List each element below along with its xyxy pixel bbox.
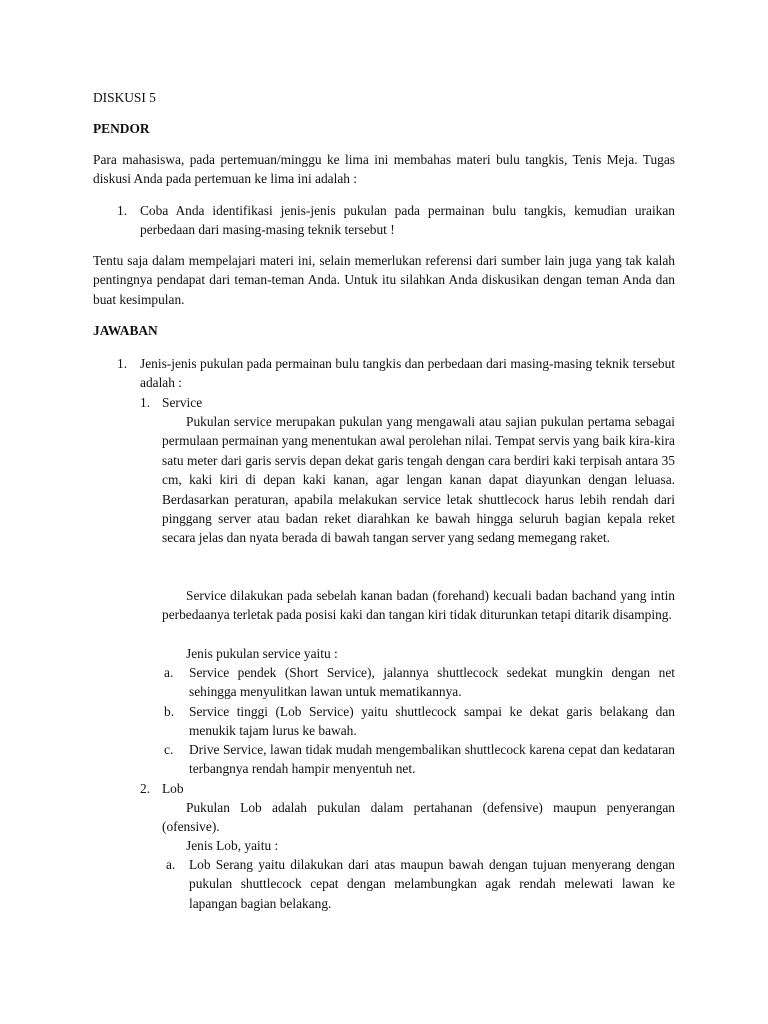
service-number: 1. bbox=[140, 395, 151, 410]
section-heading-jawaban: JAWABAN bbox=[93, 323, 158, 338]
lob-title: Lob bbox=[162, 781, 184, 796]
task-text: Coba Anda identifikasi jenis-jenis pukulan pada permainan bulu tangkis, kemudian uraikan perbedaan dari masing-masing teknik tersebut ! bbox=[140, 203, 675, 238]
answer-text: Jenis-jenis pukulan pada permainan bulu tangkis dan perbedaan dari masing-masing teknik tersebut adalah : bbox=[140, 356, 675, 391]
intro-paragraph: Para mahasiswa, pada pertemuan/minggu ke lima ini membahas materi bulu tangkis, Tenis Meja. Tugas diskusi Anda pada pertemuan ke lima ini adalah : bbox=[93, 152, 675, 187]
service-type-item: Drive Service, lawan tidak mudah mengembalikan shuttlecock karena cepat dan kedataran terbangnya rendah hampir menyentuh net. bbox=[189, 742, 675, 777]
service-paragraph-1: Pukulan service merupakan pukulan yang mengawali atau sajian pukulan pertama sebagai permulaan permainan yang menentukan awal perolehan nilai. Tempat servis yang baik kira-kira satu meter dari garis servis depan dekat garis tengah dengan cara berdiri kaki terpisah antara 35 cm, kaki kiri di depan kaki kanan, agar lengan kanan dapat diayunkan dengan leluasa. Berdasarkan peraturan, apabila melakukan service letak shuttlecock harus lebih rendah dari pinggang server atau badan reket diarahkan ke bawah hingga seluruh bagian kepala reket secara jelas dan nyata berada di bawah tangan server yang sedang memegang raket. bbox=[162, 414, 675, 546]
answer-number: 1. bbox=[117, 356, 128, 371]
lob-type-item: Lob Serang yaitu dilakukan dari atas maupun bawah dengan tujuan menyerang dengan pukulan shuttlecock cepat dengan melambungkan agak rendah melewati lawan ke lapangan bagian belakang. bbox=[189, 857, 675, 911]
document-title: DISKUSI 5 bbox=[93, 90, 156, 105]
lob-paragraph: Pukulan Lob adalah pukulan dalam pertahanan (defensive) maupun penyerangan (ofensive). bbox=[162, 800, 675, 835]
note-paragraph: Tentu saja dalam mempelajari materi ini, selain memerlukan referensi dari sumber lain juga yang tak kalah pentingnya pendapat dari teman-teman Anda. Untuk itu silahkan Anda diskusikan dengan teman Anda dan buat kesimpulan. bbox=[93, 253, 675, 307]
lob-types-intro: Jenis Lob, yaitu : bbox=[186, 838, 279, 853]
service-type-label: b. bbox=[164, 704, 175, 719]
service-type-label: a. bbox=[164, 665, 174, 680]
lob-type-label: a. bbox=[166, 857, 176, 872]
service-paragraph-2: Service dilakukan pada sebelah kanan badan (forehand) kecuali badan bachand yang intin perbedaanya terletak pada posisi kaki dan tangan kiri tidak diturunkan tetapi ditarik disamping. bbox=[162, 588, 675, 623]
lob-number: 2. bbox=[140, 781, 151, 796]
task-number: 1. bbox=[117, 203, 128, 218]
service-type-label: c. bbox=[164, 742, 174, 757]
service-type-item: Service tinggi (Lob Service) yaitu shuttlecock sampai ke dekat garis belakang dan menukik tajam lurus ke bawah. bbox=[189, 704, 675, 739]
service-title: Service bbox=[162, 395, 203, 410]
service-type-item: Service pendek (Short Service), jalannya shuttlecock sedekat mungkin dengan net sehingga menyulitkan lawan untuk mematikannya. bbox=[189, 665, 675, 700]
service-types-intro: Jenis pukulan service yaitu : bbox=[186, 646, 338, 661]
section-heading-pendor: PENDOR bbox=[93, 121, 150, 136]
